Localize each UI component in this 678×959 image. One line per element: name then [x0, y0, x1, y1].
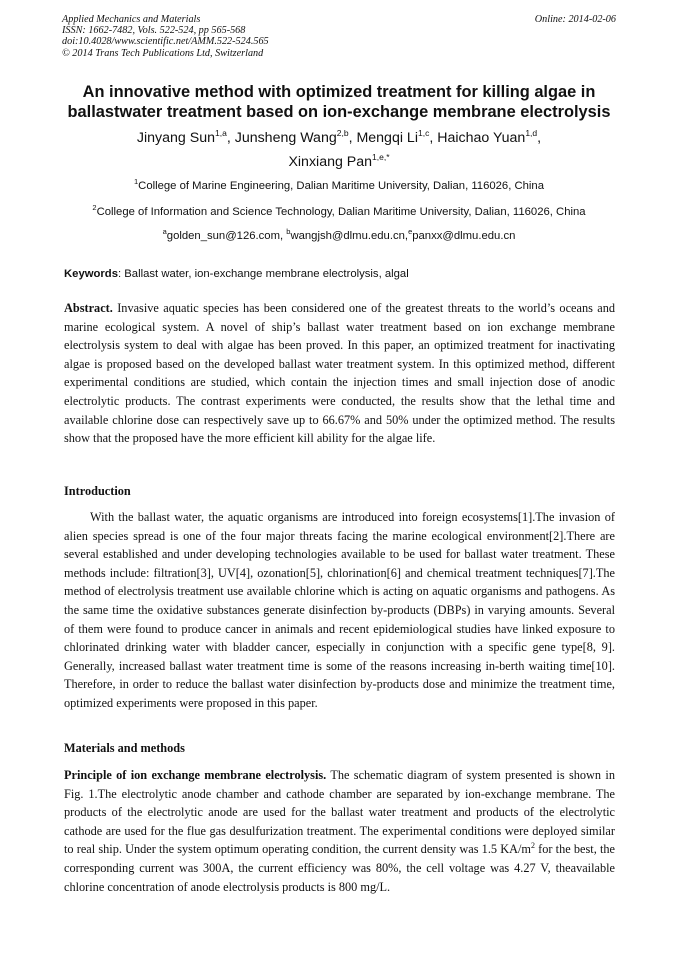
author-separator: ,: [429, 130, 438, 146]
methods-text-cont: for the best, the corresponding current was 300A, the current efficiency was 80%, the cell voltage was 4.27 V, theavailable chlorine concentration of anode electrolysis products is 800 mg/L.: [64, 842, 615, 894]
online-date: Online: 2014-02-06: [534, 14, 616, 25]
author-sup: 1,e,*: [372, 152, 390, 162]
email-sup: b: [286, 227, 291, 236]
running-header: [62, 14, 616, 59]
copyright-line: © 2014 Trans Tech Publications Ltd, Switzerland: [62, 47, 264, 59]
email-list: [40, 227, 638, 242]
keywords-label: Keywords: [64, 268, 118, 280]
methods-paragraph: [64, 766, 615, 896]
methods-text: The schematic diagram of system presented is shown in Fig. 1.The electrolytic anode chamber and cathode chamber are separated by ion-exchange membrane. The products of the electrolytic anode are used for the ballast water treatment and products of the electrolytic cathode are used for the flue gas desulfurization treatment. The experimental conditions were deployed similar to real ship. Under the system optimum operating condition, the current density was 1.5 KA/m: [64, 768, 615, 857]
email-sup: a: [162, 227, 167, 236]
affiliation-text: College of Information and Science Technology, Dalian Maritime University, Dalian, 116026, China: [96, 206, 586, 218]
email-link[interactable]: panxx@dlmu.edu.cn: [412, 230, 516, 242]
author-separator: ,: [348, 130, 357, 146]
introduction-paragraph: With the ballast water, the aquatic organisms are introduced into foreign ecosystems[1].The invasion of alien species spread is one of the four major threats facing the marine ecological environment[2].There are several established and under developing technologies available to be used for ballast water treatment. These methods include: filtration[3], UV[4], ozonation[5], chlorination[6] and chemical treatment techniques[7].The method of electrolysis treatment use available chlorine which is acting on aquatic organisms and pathogens. As the same time the oxidative substances generate disinfection by-products (DBPs) in varying amounts. Several of them were found to produce cancer in animals and recent epidemiological studies have linked exposure to chlorinated drinking water with bladder cancer, especially in conjunction with a specific gene type[8, 9]. Generally, increased ballast water treatment time is some of the reasons increasing in-berth waiting time[10]. Therefore, in order to reduce the ballast water disinfection by-products dose and minimize the treatment time, optimized experiments were proposed in this paper.: [64, 510, 615, 710]
author-list: [55, 126, 623, 174]
author-sup: 1,c: [417, 128, 430, 138]
methods-subheading: Principle of ion exchange membrane electrolysis.: [64, 768, 327, 782]
doi-line[interactable]: doi:10.4028/www.scientific.net/AMM.522-524.565: [62, 36, 269, 48]
journal-name: Applied Mechanics and Materials: [62, 14, 201, 25]
author-name: Jinyang Sun: [136, 130, 215, 146]
title-line-2: ballastwater treatment based on ion-exchange membrane electrolysis: [67, 103, 611, 121]
author-name: Haichao Yuan: [437, 130, 526, 146]
introduction-heading: Introduction: [64, 484, 131, 498]
abstract-text: Invasive aquatic species has been considered one of the greatest threats to the world’s oceans and marine ecological system. A novel of ship’s ballast water treatment based on ion exchange membrane electrolysis system to deal with algae has been proved. In this paper, an optimized treatment for inactivating algae is proposed based on the developed ballast water treatment system. In this optimized method, different experimental conditions are studied, which contain the injection times and small injection dose of anodic electrolytic products. The contrast experiments were conducted, the results show that the lethal time and available chlorine dose can respectively save up to 66.67% and 50% under the optimized method. The results show that the proposed have the more efficient kill ability for the algae life.: [64, 301, 615, 446]
author-line-2: [55, 150, 623, 174]
author-name: Mengqi Li: [356, 130, 418, 146]
methods-heading: Materials and methods: [64, 741, 185, 755]
author-line-1: [55, 126, 623, 150]
affiliation-1: [40, 177, 638, 192]
methods-sup: 2: [530, 841, 535, 851]
paper-title: [55, 82, 623, 122]
keywords-text: : Ballast water, ion-exchange membrane electrolysis, algal: [118, 268, 409, 280]
email-link[interactable]: wangjsh@dlmu.edu.cn,: [290, 230, 409, 242]
affiliation-text: College of Marine Engineering, Dalian Maritime University, Dalian, 116026, China: [138, 180, 544, 192]
author-name: Junsheng Wang: [234, 130, 337, 146]
author-sup: 1,d: [525, 128, 538, 138]
email-link[interactable]: golden_sun@126.com,: [166, 230, 287, 242]
author-sup: 1,a: [215, 128, 227, 138]
affiliation-sup: 1: [133, 177, 139, 186]
abstract: [64, 299, 615, 448]
affiliation-sup: 2: [92, 203, 97, 212]
author-name: Xinxiang Pan: [288, 154, 373, 170]
author-sup: 2,b: [336, 128, 349, 138]
title-line-1: An innovative method with optimized treatment for killing algae in: [82, 83, 596, 101]
abstract-label: Abstract.: [64, 301, 113, 315]
author-separator: ,: [226, 130, 235, 146]
affiliation-2: [40, 203, 638, 218]
issn-line: ISSN: 1662-7482, Vols. 522-524, pp 565-568: [62, 25, 246, 37]
keywords: [64, 268, 616, 280]
author-separator: ,: [537, 130, 542, 146]
email-sup: e: [408, 227, 413, 236]
